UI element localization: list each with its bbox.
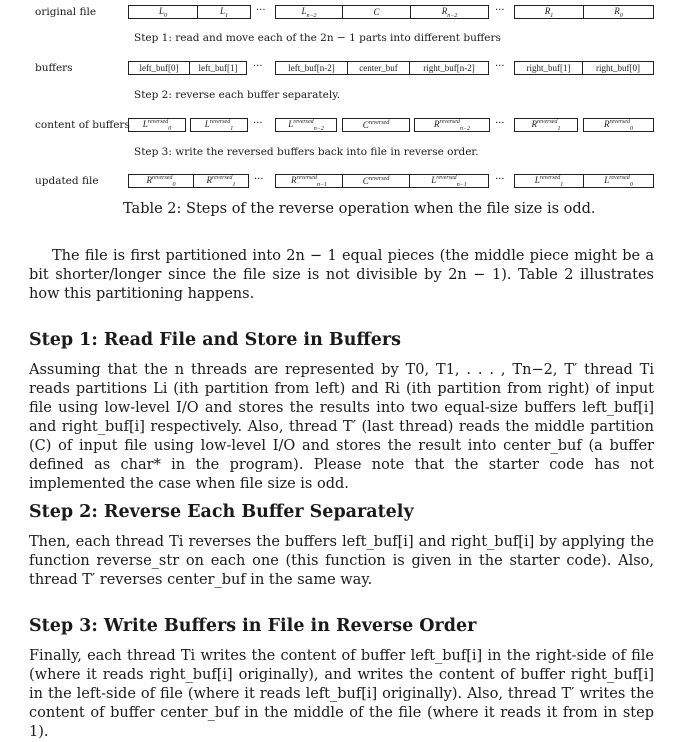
cell-center-buf: center_buf [347, 61, 410, 75]
cell-R0-reversed: $R^{reversed}_0$ [128, 174, 194, 188]
ellipsis: ··· [495, 61, 505, 72]
cell-R0-reversed: $R^{reversed}_0$ [583, 118, 654, 132]
cell-L0-reversed: $L^{reversed}_0$ [583, 174, 654, 188]
cell-L1-reversed: $L^{reversed}_1$ [514, 174, 584, 188]
cell-Ln-2: $L_{n-2}$ [275, 5, 343, 19]
cell-Rn-2: $R_{n-2}$ [410, 5, 489, 19]
cell-right-buf-1: right_buf[1] [514, 61, 583, 75]
section-heading-step2: Step 2: Reverse Each Buffer Separately [29, 502, 414, 522]
row-label-updated-file: updated file [35, 175, 99, 187]
ellipsis: ··· [495, 174, 505, 185]
cell-L0-reversed: $L^{reversed}_0$ [128, 118, 186, 132]
step3-note: Step 3: write the reversed buffers back into file in reverse order. [134, 146, 479, 158]
cell-Rn-1-reversed: $R^{reversed}_{n-1}$ [275, 174, 343, 188]
table-caption: Table 2: Steps of the reverse operation when the file size is odd. [123, 201, 596, 217]
ellipsis: ··· [495, 5, 505, 16]
cell-L1: $L_1$ [197, 5, 251, 19]
cell-R1-reversed: $R^{reversed}_1$ [193, 174, 249, 188]
cell-Rn-2-reversed: $R^{reversed}_{n-2}$ [414, 118, 490, 132]
cell-C-reversed: $C^{reversed}$ [342, 118, 410, 132]
ellipsis: ··· [253, 61, 263, 72]
step2-note: Step 2: reverse each buffer separately. [134, 89, 341, 101]
cell-L1-reversed: $L^{reversed}_1$ [190, 118, 248, 132]
section-body-step1: Assuming that the n threads are represented by T0, T1, . . . , Tn−2, T′ thread Ti reads partitions Li (ith partition from left) and Ri (ith partition from right) of input file using low-level I/O and stores the results into two equal-size buffers left_buf[i] and right_buf[i] respectively. Also, thread T′ (last thread) reads the middle partition (C) of input file using low-level I/O and stores the result into center_buf (a buffer defined as char* in the program). Please note that the starter code has not implemented the case when file size is odd. [29, 362, 654, 492]
cell-right-buf-n-2: right_buf[n-2] [409, 61, 489, 75]
cell-right-buf-0: right_buf[0] [582, 61, 654, 75]
ellipsis: ··· [256, 5, 266, 16]
section-body-step3: Finally, each thread Ti writes the content of buffer left_buf[i] in the right-side of file (where it reads right_buf[i] originally), and writes the content of buffer right_buf[i] in the left-side of file (where it reads left_buf[i] originally). Also, thread T′ writes the content of buffer center_buf in the middle of the file (where it reads it from in step 1). [29, 648, 654, 740]
intro-paragraph: The file is first partitioned into 2n − 1 equal pieces (the middle piece might be a bit shorter/longer since the file size is not divisible by 2n − 1). Table 2 illustrates how this partitioning happens. [29, 248, 654, 302]
ellipsis: ··· [254, 174, 264, 185]
cell-L0: $L_0$ [128, 5, 198, 19]
section-body-step2: Then, each thread Ti reverses the buffers left_buf[i] and right_buf[i] by applying the function reverse_str on each one (this function is given in the starter code). Also, thread T′ reverses center_buf in the same way. [29, 534, 654, 588]
section-heading-step1: Step 1: Read File and Store in Buffers [29, 330, 401, 350]
cell-C: C [342, 5, 411, 19]
cell-Ln-1-reversed: $L^{reversed}_{n-1}$ [409, 174, 489, 188]
ellipsis: ··· [495, 118, 505, 129]
cell-R0: $R_0$ [583, 5, 654, 19]
step1-note: Step 1: read and move each of the 2n − 1 parts into different buffers [134, 32, 501, 44]
row-label-buffers: buffers [35, 62, 73, 74]
cell-C-reversed: $C^{reversed}$ [342, 174, 410, 188]
cell-left-buf-n-2: left_buf[n-2] [275, 61, 348, 75]
cell-Ln-2-reversed: $L^{reversed}_{n-2}$ [275, 118, 337, 132]
cell-left-buf-0: left_buf[0] [128, 61, 190, 75]
cell-left-buf-1: left_buf[1] [189, 61, 247, 75]
cell-R1-reversed: $R^{reversed}_1$ [514, 118, 578, 132]
ellipsis: ··· [253, 118, 263, 129]
cell-R1: $R_1$ [514, 5, 584, 19]
row-label-original-file: original file [35, 6, 97, 18]
section-heading-step3: Step 3: Write Buffers in File in Reverse Order [29, 616, 477, 636]
row-label-content-of-buffers: content of buffers [35, 119, 130, 131]
